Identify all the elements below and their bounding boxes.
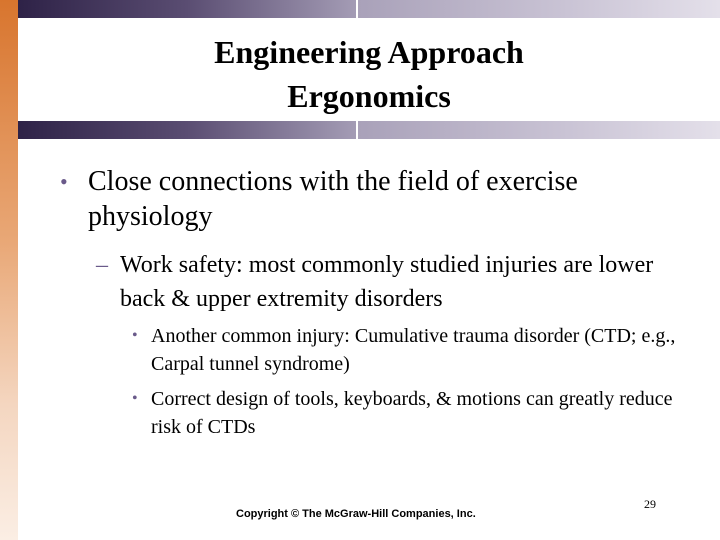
copyright-notice: Copyright © The McGraw-Hill Companies, Inc.: [236, 508, 476, 520]
bullet-marker-level-3: •: [132, 390, 138, 407]
slide-title-line-2: Ergonomics: [287, 78, 451, 114]
bullet-marker-level-1: •: [60, 169, 68, 194]
page-number: 29: [644, 497, 656, 511]
bullet-level-3-item: [132, 322, 690, 378]
bullet-marker-level-3: •: [132, 327, 138, 344]
bullet-level-1: [60, 164, 690, 234]
top-band-right: [358, 0, 720, 18]
slide-title: [0, 30, 720, 118]
top-band-left: [18, 0, 356, 18]
bullet-text-level-3: Another common injury: Cumulative trauma disorder (CTD; e.g., Carpal tunnel syndrome): [151, 325, 676, 375]
bullet-list: [60, 164, 690, 441]
title-divider-band-right: [358, 121, 720, 139]
slide-title-line-1: Engineering Approach: [214, 34, 524, 70]
bullet-marker-level-2: –: [96, 252, 108, 278]
bullet-text-level-1: Close connections with the field of exercise physiology: [88, 166, 578, 232]
bullet-text-level-3: Correct design of tools, keyboards, & motions can greatly reduce risk of CTDs: [151, 388, 673, 438]
bullet-text-level-2: Work safety: most commonly studied injuries are lower back & upper extremity disorders: [120, 252, 654, 312]
bullet-level-3-item: [132, 385, 690, 441]
title-divider-band-left: [18, 121, 356, 139]
bullet-level-2: [96, 248, 690, 316]
